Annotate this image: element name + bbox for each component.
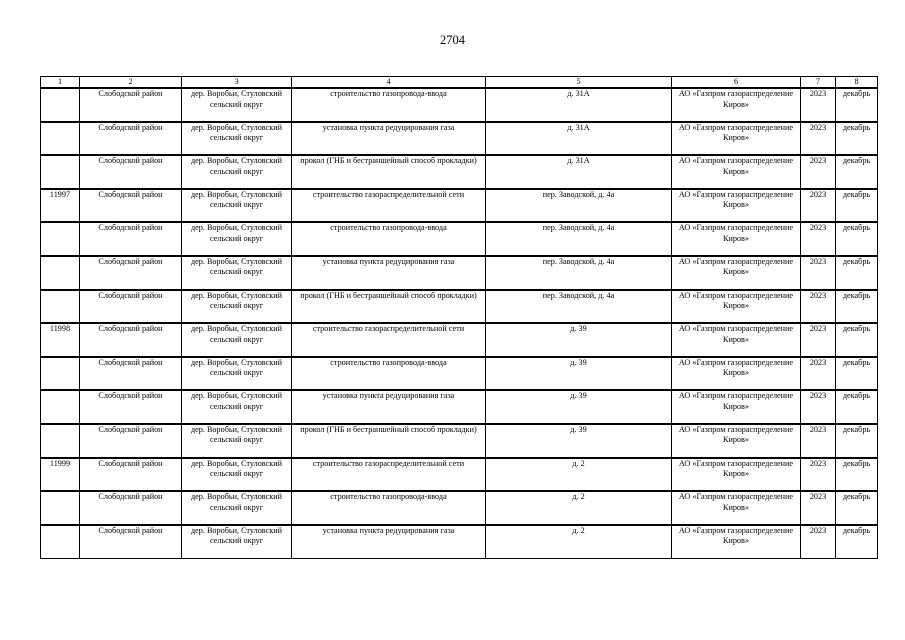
column-header: 5 xyxy=(486,77,672,89)
locality-cell: дер. Воробьи, Стуловский сельский округ xyxy=(182,88,292,122)
district-cell: Слободской район xyxy=(80,88,182,122)
organization-cell: АО «Газпром газораспределение Киров» xyxy=(672,491,801,525)
year-cell: 2023 xyxy=(801,290,836,324)
year-cell: 2023 xyxy=(801,357,836,391)
registry-table xyxy=(40,76,878,559)
table-row xyxy=(41,122,878,156)
locality-cell: дер. Воробьи, Стуловский сельский округ xyxy=(182,189,292,223)
row-number-cell xyxy=(41,525,80,559)
organization-cell: АО «Газпром газораспределение Киров» xyxy=(672,88,801,122)
year-cell: 2023 xyxy=(801,189,836,223)
district-cell: Слободской район xyxy=(80,290,182,324)
address-cell: д. 39 xyxy=(486,323,672,357)
year-cell: 2023 xyxy=(801,222,836,256)
work-type-cell: прокол (ГНБ и бестраншейный способ прокладки) xyxy=(292,424,486,458)
locality-cell: дер. Воробьи, Стуловский сельский округ xyxy=(182,122,292,156)
month-cell: декабрь xyxy=(836,222,878,256)
row-number-cell: 11998 xyxy=(41,323,80,357)
table-row xyxy=(41,323,878,357)
table-row xyxy=(41,88,878,122)
locality-cell: дер. Воробьи, Стуловский сельский округ xyxy=(182,390,292,424)
table-row xyxy=(41,357,878,391)
locality-cell: дер. Воробьи, Стуловский сельский округ xyxy=(182,357,292,391)
table-row xyxy=(41,525,878,559)
month-cell: декабрь xyxy=(836,290,878,324)
row-number-cell xyxy=(41,357,80,391)
year-cell: 2023 xyxy=(801,525,836,559)
work-type-cell: прокол (ГНБ и бестраншейный способ прокладки) xyxy=(292,155,486,189)
table-row xyxy=(41,290,878,324)
address-cell: д. 31А xyxy=(486,122,672,156)
row-number-cell xyxy=(41,256,80,290)
district-cell: Слободской район xyxy=(80,189,182,223)
row-number-cell xyxy=(41,290,80,324)
address-cell: д. 2 xyxy=(486,458,672,492)
address-cell: д. 39 xyxy=(486,424,672,458)
address-cell: д. 39 xyxy=(486,357,672,391)
table-body xyxy=(41,88,878,558)
work-type-cell: строительство газопровода-ввода xyxy=(292,491,486,525)
district-cell: Слободской район xyxy=(80,458,182,492)
month-cell: декабрь xyxy=(836,491,878,525)
address-cell: д. 2 xyxy=(486,525,672,559)
work-type-cell: установка пункта редуцирования газа xyxy=(292,525,486,559)
organization-cell: АО «Газпром газораспределение Киров» xyxy=(672,424,801,458)
column-header: 7 xyxy=(801,77,836,89)
organization-cell: АО «Газпром газораспределение Киров» xyxy=(672,458,801,492)
month-cell: декабрь xyxy=(836,88,878,122)
locality-cell: дер. Воробьи, Стуловский сельский округ xyxy=(182,458,292,492)
year-cell: 2023 xyxy=(801,122,836,156)
locality-cell: дер. Воробьи, Стуловский сельский округ xyxy=(182,222,292,256)
header-row xyxy=(41,77,878,89)
column-header: 3 xyxy=(182,77,292,89)
organization-cell: АО «Газпром газораспределение Киров» xyxy=(672,256,801,290)
district-cell: Слободской район xyxy=(80,222,182,256)
organization-cell: АО «Газпром газораспределение Киров» xyxy=(672,525,801,559)
locality-cell: дер. Воробьи, Стуловский сельский округ xyxy=(182,525,292,559)
district-cell: Слободской район xyxy=(80,122,182,156)
row-number-cell xyxy=(41,390,80,424)
organization-cell: АО «Газпром газораспределение Киров» xyxy=(672,189,801,223)
work-type-cell: строительство газопровода-ввода xyxy=(292,88,486,122)
table-row xyxy=(41,189,878,223)
organization-cell: АО «Газпром газораспределение Киров» xyxy=(672,155,801,189)
row-number-cell xyxy=(41,155,80,189)
table-header xyxy=(41,77,878,89)
work-type-cell: установка пункта редуцирования газа xyxy=(292,256,486,290)
address-cell: пер. Заводской, д. 4а xyxy=(486,189,672,223)
district-cell: Слободской район xyxy=(80,424,182,458)
month-cell: декабрь xyxy=(836,390,878,424)
row-number-cell xyxy=(41,88,80,122)
work-type-cell: строительство газораспределительной сети xyxy=(292,458,486,492)
row-number-cell xyxy=(41,222,80,256)
work-type-cell: строительство газораспределительной сети xyxy=(292,323,486,357)
organization-cell: АО «Газпром газораспределение Киров» xyxy=(672,323,801,357)
district-cell: Слободской район xyxy=(80,323,182,357)
page-number: 2704 xyxy=(440,33,465,47)
district-cell: Слободской район xyxy=(80,525,182,559)
month-cell: декабрь xyxy=(836,525,878,559)
district-cell: Слободской район xyxy=(80,491,182,525)
year-cell: 2023 xyxy=(801,458,836,492)
work-type-cell: прокол (ГНБ и бестраншейный способ прокладки) xyxy=(292,290,486,324)
table-row xyxy=(41,155,878,189)
address-cell: пер. Заводской, д. 4а xyxy=(486,290,672,324)
organization-cell: АО «Газпром газораспределение Киров» xyxy=(672,390,801,424)
address-cell: д. 31А xyxy=(486,155,672,189)
address-cell: пер. Заводской, д. 4а xyxy=(486,256,672,290)
table-row xyxy=(41,256,878,290)
month-cell: декабрь xyxy=(836,458,878,492)
work-type-cell: строительство газораспределительной сети xyxy=(292,189,486,223)
locality-cell: дер. Воробьи, Стуловский сельский округ xyxy=(182,290,292,324)
district-cell: Слободской район xyxy=(80,357,182,391)
address-cell: пер. Заводской, д. 4а xyxy=(486,222,672,256)
district-cell: Слободской район xyxy=(80,390,182,424)
month-cell: декабрь xyxy=(836,189,878,223)
year-cell: 2023 xyxy=(801,256,836,290)
table-row xyxy=(41,424,878,458)
table-row xyxy=(41,491,878,525)
address-cell: д. 31А xyxy=(486,88,672,122)
work-type-cell: установка пункта редуцирования газа xyxy=(292,122,486,156)
column-header: 2 xyxy=(80,77,182,89)
month-cell: декабрь xyxy=(836,122,878,156)
month-cell: декабрь xyxy=(836,424,878,458)
locality-cell: дер. Воробьи, Стуловский сельский округ xyxy=(182,424,292,458)
year-cell: 2023 xyxy=(801,390,836,424)
month-cell: декабрь xyxy=(836,155,878,189)
organization-cell: АО «Газпром газораспределение Киров» xyxy=(672,357,801,391)
table-row xyxy=(41,390,878,424)
organization-cell: АО «Газпром газораспределение Киров» xyxy=(672,122,801,156)
district-cell: Слободской район xyxy=(80,256,182,290)
year-cell: 2023 xyxy=(801,88,836,122)
work-type-cell: строительство газопровода-ввода xyxy=(292,222,486,256)
row-number-cell: 11997 xyxy=(41,189,80,223)
row-number-cell: 11999 xyxy=(41,458,80,492)
address-cell: д. 39 xyxy=(486,390,672,424)
locality-cell: дер. Воробьи, Стуловский сельский округ xyxy=(182,323,292,357)
table-row xyxy=(41,458,878,492)
organization-cell: АО «Газпром газораспределение Киров» xyxy=(672,290,801,324)
column-header: 6 xyxy=(672,77,801,89)
year-cell: 2023 xyxy=(801,155,836,189)
work-type-cell: строительство газопровода-ввода xyxy=(292,357,486,391)
district-cell: Слободской район xyxy=(80,155,182,189)
column-header: 1 xyxy=(41,77,80,89)
work-type-cell: установка пункта редуцирования газа xyxy=(292,390,486,424)
row-number-cell xyxy=(41,491,80,525)
column-header: 4 xyxy=(292,77,486,89)
month-cell: декабрь xyxy=(836,323,878,357)
table-row xyxy=(41,222,878,256)
month-cell: декабрь xyxy=(836,357,878,391)
row-number-cell xyxy=(41,424,80,458)
year-cell: 2023 xyxy=(801,491,836,525)
organization-cell: АО «Газпром газораспределение Киров» xyxy=(672,222,801,256)
locality-cell: дер. Воробьи, Стуловский сельский округ xyxy=(182,155,292,189)
locality-cell: дер. Воробьи, Стуловский сельский округ xyxy=(182,491,292,525)
month-cell: декабрь xyxy=(836,256,878,290)
address-cell: д. 2 xyxy=(486,491,672,525)
locality-cell: дер. Воробьи, Стуловский сельский округ xyxy=(182,256,292,290)
row-number-cell xyxy=(41,122,80,156)
column-header: 8 xyxy=(836,77,878,89)
year-cell: 2023 xyxy=(801,424,836,458)
year-cell: 2023 xyxy=(801,323,836,357)
